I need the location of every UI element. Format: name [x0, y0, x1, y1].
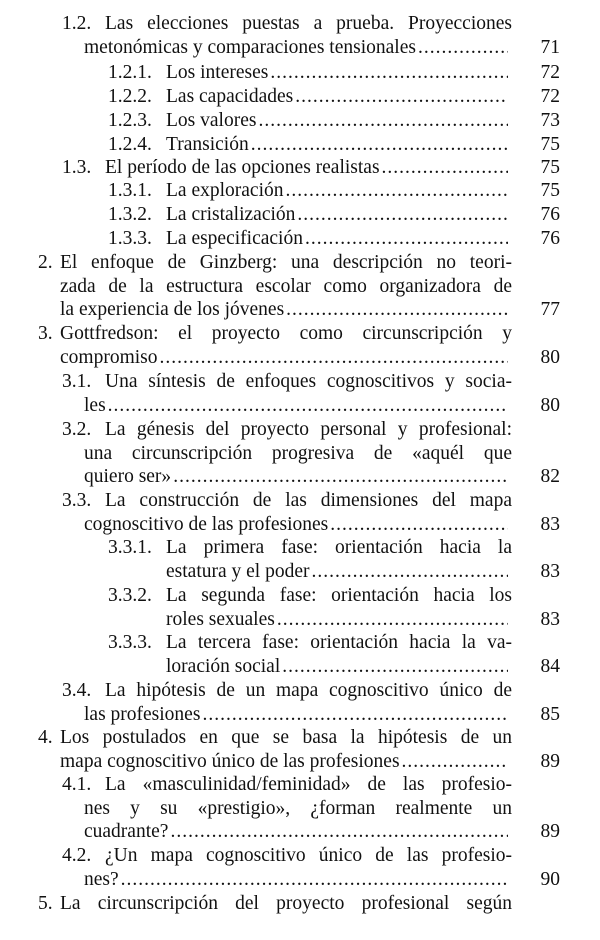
- dot-leader: [297, 203, 508, 227]
- dot-leader: [311, 560, 508, 584]
- toc-entry-title-text: La exploración: [166, 180, 284, 201]
- toc-page-number: 83: [540, 513, 560, 535]
- toc-entry-title-text: Los valores: [166, 110, 257, 131]
- toc-section-number: 3.2.: [62, 419, 92, 440]
- toc-entry-title-text: roles sexuales: [166, 608, 275, 630]
- toc-entry-title-line: zada de la estructura escolar como organizadora de: [60, 275, 512, 297]
- toc-entry-title-text: estatura y el poder: [166, 560, 310, 582]
- toc-section-number: 4.1.: [62, 774, 92, 795]
- toc-section-number: 3.3.3.: [108, 632, 152, 653]
- toc-entry-title-line: Una síntesis de enfoques cognoscitivos y socia-: [105, 371, 512, 392]
- toc-entry-title-text: les: [84, 394, 106, 416]
- toc-entry-title-line: La primera fase: orientación hacia la: [166, 537, 512, 558]
- toc-page-number: 73: [540, 110, 560, 131]
- toc-page-number: 85: [540, 703, 560, 725]
- dot-leader: [295, 85, 508, 109]
- toc-entry-title-line: [60, 346, 508, 370]
- toc-section-number: 4.2.: [62, 845, 92, 866]
- toc-section-number: 1.2.1.: [108, 62, 152, 83]
- toc-page-number: 75: [540, 157, 560, 178]
- toc-entry-title-line: Los postulados en que se basa la hipótesis de un: [60, 727, 512, 748]
- toc-section-number: 3.1.: [62, 371, 92, 392]
- toc-page-number: 75: [540, 180, 560, 201]
- toc-entry-title-text: cognoscitivo de las profesiones: [84, 513, 329, 535]
- toc-entry-title-line: [60, 750, 508, 774]
- toc-entry-title-line: [84, 36, 508, 60]
- dot-leader: [202, 703, 508, 727]
- toc-entry-title-line: [166, 655, 508, 679]
- toc-entry-title-text: Transición: [166, 134, 249, 155]
- dot-leader: [251, 133, 508, 157]
- toc-section-number: 5.: [38, 893, 53, 914]
- toc-section-number: 1.2.3.: [108, 110, 152, 131]
- toc-entry-title-line: La construcción de las dimensiones del mapa: [105, 490, 512, 511]
- dot-leader: [108, 394, 508, 418]
- toc-entry-title-text: nes?: [84, 868, 119, 890]
- toc-entry-title-line: nes y su «prestigio», ¿forman realmente un: [84, 797, 512, 819]
- toc-entry-title-line: La circunscripción del proyecto profesional según: [60, 893, 512, 914]
- toc-section-number: 3.: [38, 323, 53, 344]
- toc-entry-title-line: Gottfredson: el proyecto como circunscripción y: [60, 323, 512, 344]
- toc-page-number: 72: [540, 86, 560, 107]
- toc-section-number: 1.2.2.: [108, 86, 152, 107]
- dot-leader: [277, 608, 508, 632]
- toc-page-number: 77: [540, 299, 560, 321]
- dot-leader: [270, 61, 508, 85]
- toc-section-number: 1.3.3.: [108, 228, 152, 249]
- toc-entry-title-text: La cristalización: [166, 204, 296, 225]
- toc-entry-title-line: [84, 394, 508, 418]
- toc-entry-title-line: La hipótesis de un mapa cognoscitivo único de: [105, 680, 512, 701]
- toc-entry-title-line: El enfoque de Ginzberg: una descripción no teori-: [60, 252, 512, 273]
- toc-page-number: 83: [540, 560, 560, 582]
- toc-entry-title-line: [105, 156, 508, 180]
- toc-page-number: 80: [540, 346, 560, 368]
- toc-page-number: 75: [540, 134, 560, 155]
- toc-entry-title-line: [166, 203, 508, 227]
- toc-entry-title-text: La especificación: [166, 228, 303, 249]
- toc-section-number: 4.: [38, 727, 53, 748]
- toc-entry-title-line: [166, 109, 508, 133]
- toc-page-number: 82: [540, 466, 560, 488]
- toc-entry-title-line: [166, 85, 508, 109]
- dot-leader: [305, 227, 508, 251]
- toc-page-number: 72: [540, 62, 560, 83]
- toc-entry-title-text: Las capacidades: [166, 86, 294, 107]
- dot-leader: [286, 179, 509, 203]
- toc-entry-title-line: [84, 868, 508, 892]
- toc-page-number: 76: [540, 228, 560, 249]
- toc-section-number: 3.3.: [62, 490, 92, 511]
- toc-section-number: 1.3.2.: [108, 204, 152, 225]
- dot-leader: [402, 750, 508, 774]
- dot-leader: [286, 298, 508, 322]
- toc-section-number: 1.3.1.: [108, 180, 152, 201]
- toc-entry-title-text: las profesiones: [84, 703, 201, 725]
- toc-page-number: 89: [540, 750, 560, 772]
- dot-leader: [382, 156, 508, 180]
- toc-entry-title-line: [84, 465, 508, 489]
- toc-entry-title-text: compromiso: [60, 346, 158, 368]
- toc-entry-title-line: [84, 513, 508, 537]
- toc-entry-title-line: ¿Un mapa cognoscitivo único de las profesio-: [105, 845, 512, 866]
- toc-entry-title-line: [166, 133, 508, 157]
- toc-entry-title-line: La segunda fase: orientación hacia los: [166, 585, 512, 606]
- toc-section-number: 1.2.4.: [108, 134, 152, 155]
- toc-section-number: 1.3.: [62, 157, 92, 178]
- toc-page-number: 76: [540, 204, 560, 225]
- toc-entry-title-text: metonómicas y comparaciones tensionales: [84, 36, 416, 58]
- toc-entry-title-line: [84, 820, 508, 844]
- toc-entry-title-line: [166, 560, 508, 584]
- toc-entry-title-line: [166, 179, 508, 203]
- toc-entry-title-line: La génesis del proyecto personal y profesional:: [105, 419, 512, 440]
- toc-entry-title-text: cuadrante?: [84, 821, 169, 843]
- dot-leader: [418, 36, 508, 60]
- toc-section-number: 3.4.: [62, 680, 92, 701]
- toc-entry-title-text: quiero ser»: [84, 466, 172, 488]
- toc-page-number: 90: [540, 868, 560, 890]
- toc-section-number: 3.3.2.: [108, 585, 152, 606]
- toc-page-number: 89: [540, 821, 560, 843]
- toc-page-number: 80: [540, 394, 560, 416]
- toc-entry-title-line: La «masculinidad/feminidad» de las profesio-: [105, 774, 512, 795]
- toc-page-number: 83: [540, 608, 560, 630]
- dot-leader: [170, 820, 508, 844]
- toc-entry-title-text: la experiencia de los jóvenes: [60, 299, 285, 321]
- toc-entry-title-line: [84, 703, 508, 727]
- toc-entry-title-line: [60, 298, 508, 322]
- toc-entry-title-line: [166, 608, 508, 632]
- toc-entry-title-line: [166, 227, 508, 251]
- dot-leader: [258, 109, 508, 133]
- toc-entry-title-text: El período de las opciones realistas: [105, 157, 380, 178]
- dot-leader: [160, 346, 509, 370]
- dot-leader: [121, 868, 508, 892]
- dot-leader: [173, 465, 508, 489]
- toc-page-number: 71: [540, 36, 560, 58]
- toc-page-number: 84: [540, 655, 560, 677]
- toc-entry-title-line: una circunscripción progresiva de «aquél que: [84, 442, 512, 464]
- toc-section-number: 1.2.: [62, 13, 92, 34]
- toc-entry-title-text: Los intereses: [166, 62, 269, 83]
- toc-entry-title-line: La tercera fase: orientación hacia la va-: [166, 632, 512, 653]
- toc-entry-title-text: mapa cognoscitivo único de las profesiones: [60, 750, 400, 772]
- toc-entry-title-text: loración social: [166, 655, 281, 677]
- dot-leader: [330, 513, 508, 537]
- toc-section-number: 2.: [38, 252, 53, 273]
- dot-leader: [282, 655, 508, 679]
- toc-entry-title-line: [166, 61, 508, 85]
- toc-section-number: 3.3.1.: [108, 537, 152, 558]
- toc-entry-title-line: Las elecciones puestas a prueba. Proyecciones: [105, 13, 512, 34]
